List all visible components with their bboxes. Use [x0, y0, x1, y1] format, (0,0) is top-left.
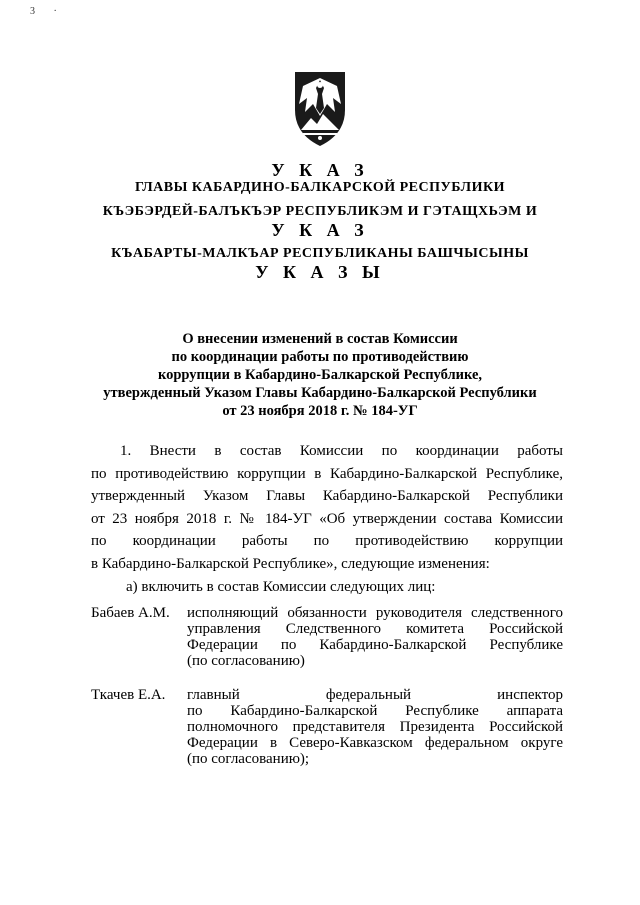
position-line: управления Следственного комитета Российской	[187, 621, 563, 637]
position-line: Федерации по Кабардино-Балкарской Республике	[187, 637, 563, 653]
decree-title	[60, 330, 580, 420]
body-line: по противодействию коррупции в Кабардино-Балкарской Республике,	[91, 465, 563, 482]
decree-heading-kabardian: У К А З	[271, 220, 369, 240]
member-name: Бабаев А.М.	[91, 605, 170, 621]
body-line: в Кабардино-Балкарской Республике», следующие изменения:	[91, 555, 490, 572]
position-line: (по согласованию)	[187, 653, 305, 669]
decree-heading: У К А З	[271, 160, 369, 180]
position-line: (по согласованию);	[187, 751, 310, 767]
position-line: главный федеральный инспектор	[187, 687, 563, 703]
body-line: от 23 ноября 2018 г. № 184-УГ «Об утверждении состава Комиссии	[91, 510, 563, 527]
title-line: по координации работы по противодействию	[171, 349, 469, 365]
position-line: Федерации в Северо-Кавказском федеральном округе	[187, 735, 563, 751]
position-line: по Кабардино-Балкарской Республике аппарата	[187, 703, 563, 719]
member-name: Ткачев Е.А.	[91, 687, 166, 703]
member-position	[187, 687, 563, 767]
body-line: утвержденный Указом Главы Кабардино-Балкарской Республики	[91, 488, 563, 505]
title-line: от 23 ноября 2018 г. № 184-УГ	[222, 403, 418, 419]
title-line: коррупции в Кабардино-Балкарской Республике,	[157, 367, 483, 383]
decree-heading-balkar: У К А З Ы	[255, 262, 385, 282]
title-line: О внесении изменений в состав Комиссии	[182, 331, 458, 347]
issuer-line-kabardian: КЪЭБЭРДЕЙ-БАЛЪКЪЭР РЕСПУБЛИКЭМ И ГЭТАЩХЬЭМ И	[102, 204, 538, 219]
body-line: 1. Внести в состав Комиссии по координации работы	[120, 443, 563, 459]
body-line: по координации работы по противодействию коррупции	[91, 533, 563, 550]
member-position	[187, 605, 563, 669]
issuer-line-balkar: КЪАБАРТЫ-МАЛКЪАР РЕСПУБЛИКАНЫ БАШЧЫСЫНЫ	[111, 246, 529, 261]
coat-of-arms-icon	[289, 64, 351, 148]
position-line: исполняющий обязанности руководителя следственного	[187, 605, 563, 621]
title-line: утвержденный Указом Главы Кабардино-Балкарской Республики	[103, 385, 537, 401]
body-line: а) включить в состав Комиссии следующих лиц:	[126, 578, 436, 595]
scan-marks: 3 ·	[30, 6, 65, 17]
decree-body	[91, 440, 563, 598]
position-line: полномочного представителя Президента Российской	[187, 719, 563, 735]
issuer-line-russian: ГЛАВЫ КАБАРДИНО-БАЛКАРСКОЙ РЕСПУБЛИКИ	[134, 180, 506, 195]
